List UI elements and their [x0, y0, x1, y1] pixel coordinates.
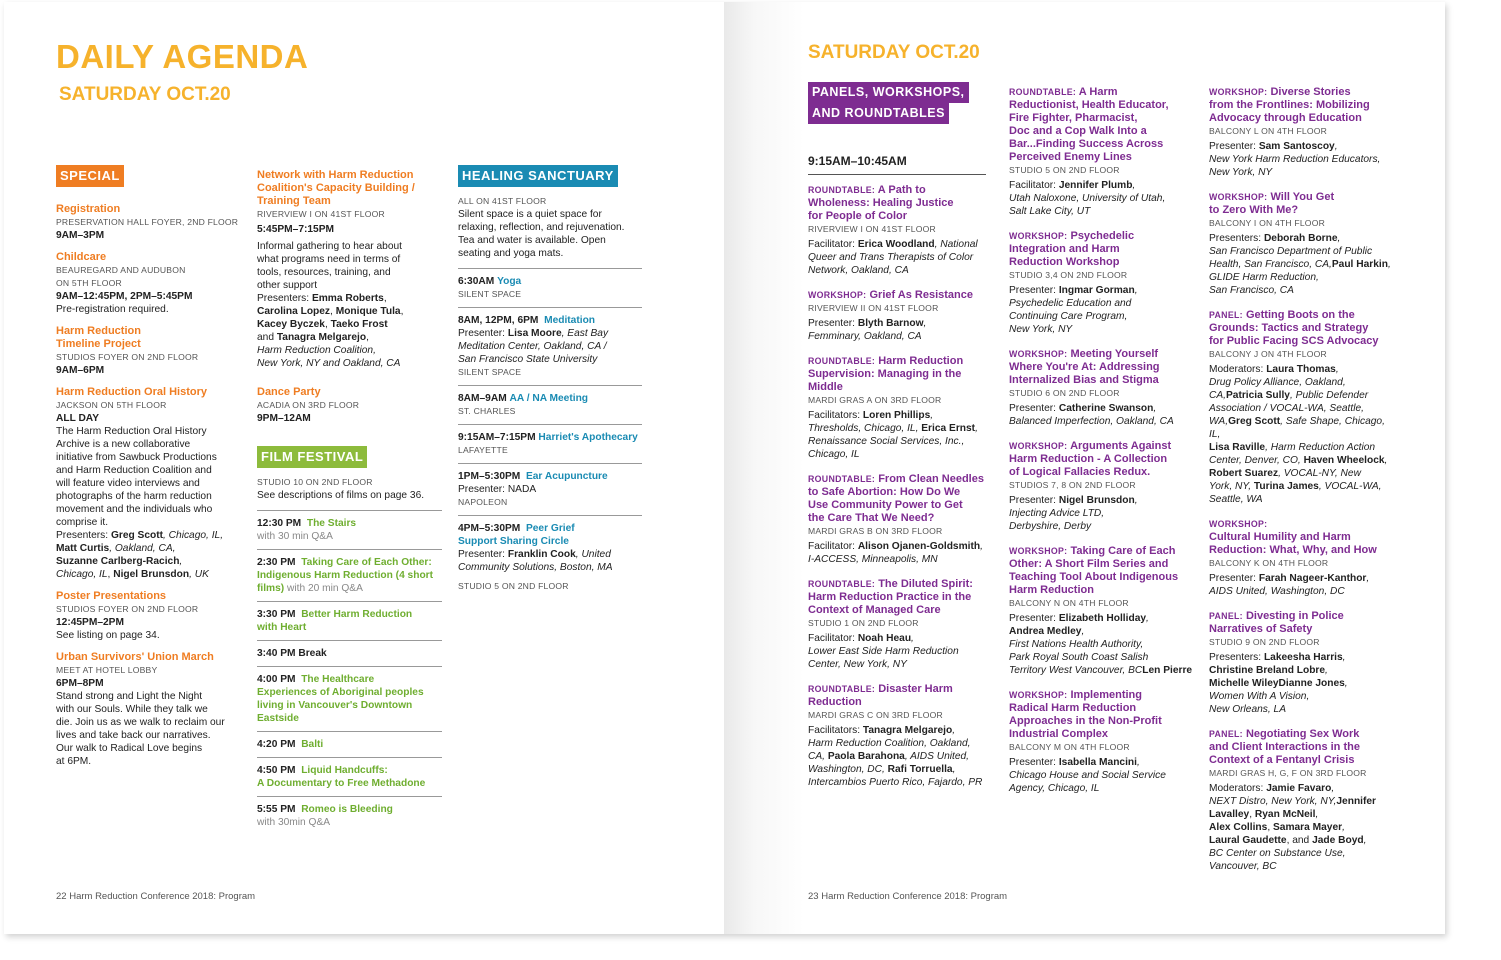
- list-item: Dance Party ACADIA ON 3RD FLOOR 9PM–12AM: [257, 386, 360, 424]
- list-item: 4:00 PM The Healthcare Experiences of Aboriginal peoples living in Vancouver's Downtown Eastside: [257, 674, 424, 724]
- list-item: 1PM–5:30PM Ear Acupuncture Presenter: NADA NAPOLEON: [458, 471, 608, 507]
- list-item: Childcare BEAUREGARD AND AUDUBON ON 5TH FLOOR 9AM–12:45PM, 2PM–5:45PM Pre-registration required.: [56, 251, 193, 315]
- right-page: [724, 2, 1445, 934]
- list-item: WORKSHOP: Will You Get to Zero With Me? BALCONY I ON 4TH FLOOR Presenters: Deborah Borne, San Francisco Department of Public Health, San Francisco, CA,Paul Harkin, GLIDE Harm Reduction, San Francisco, CA: [1209, 191, 1391, 296]
- film-festival-badge: FILM FESTIVAL: [257, 446, 367, 468]
- list-item: PANEL: Getting Boots on the Grounds: Tactics and Strategy for Public Facing SCS Advocacy BALCONY J ON 4TH FLOOR Moderators: Laura Thomas, Drug Policy Alliance, Oakland, CA,Patricia Sully, Public Defender Association / VOCAL-WA, Seattle, WA,Greg Scott, Safe Shape, Chicago, IL, Lisa Raville, Harm Reduction Action Center, Denver, CO, Haven Wheelock, Robert Suarez, VOCAL-NY, New York, NY, Turina James, VOCAL-WA, Seattle, WA: [1209, 309, 1388, 505]
- list-item: 8AM–9AM AA / NA Meeting ST. CHARLES: [458, 393, 589, 416]
- list-item: WORKSHOP: Diverse Stories from the Frontlines: Mobilizing Advocacy through Education BALCONY L ON 4TH FLOOR Presenter: Sam Santoscoy, New York Harm Reduction Educators, New York, NY: [1209, 86, 1381, 178]
- list-item: Poster Presentations STUDIOS FOYER ON 2ND FLOOR 12:45PM–2PM See listing on page 34.: [56, 590, 199, 641]
- special-column: [56, 165, 246, 777]
- list-item: 4:20 PM Balti: [257, 739, 324, 750]
- list-item: 3:40 PM Break: [257, 648, 327, 659]
- list-item: WORKSHOP: Cultural Humility and Harm Reduction: What, Why, and How BALCONY K ON 4TH FLOOR Presenter: Farah Nageer-Kanthor, AIDS United, Washington, DC: [1209, 519, 1377, 597]
- left-page: [4, 2, 724, 934]
- list-item: 4PM–5:30PM Peer Grief Support Sharing Circle Presenter: Franklin Cook, United Community Solutions, Boston, MA STUDIO 5 ON 2ND FLOOR: [458, 523, 613, 591]
- list-item: ROUNDTABLE: Disaster Harm Reduction MARDI GRAS C ON 3RD FLOOR Facilitators: Tanagra Melgarejo, Harm Reduction Coalition, Oakland, CA, Paola Barahona, AIDS United, Washington, DC, Rafi Torruella, Intercambios Puerto Rico, Fajardo, PR: [808, 683, 983, 788]
- page-subtitle: SATURDAY OCT.20: [59, 84, 231, 105]
- panels-badge: PANELS, WORKSHOPS, AND ROUNDTABLES: [808, 82, 969, 124]
- list-item: PANEL: Divesting in Police Narratives of Safety STUDIO 9 ON 2ND FLOOR Presenters: Lakeesha Harris, Christine Breland Lobre, Michelle WileyDianne Jones, Women With A Vision, New Orleans, LA: [1209, 610, 1348, 715]
- list-item: 12:30 PM The Stairs with 30 min Q&A: [257, 518, 357, 542]
- list-item: WORKSHOP: Psychedelic Integration and Harm Reduction Workshop STUDIO 3,4 ON 2ND FLOOR Presenter: Ingmar Gorman, Psychedelic Education and Continuing Care Program, New York, NY: [1009, 230, 1138, 335]
- healing-badge: HEALING SANCTUARY: [458, 165, 618, 187]
- list-item: 2:30 PM Taking Care of Each Other: Indigenous Harm Reduction (4 short films) with 20 min Q&A: [257, 557, 434, 594]
- list-item: Network with Harm Reduction Coalition's Capacity Building / Training Team RIVERVIEW I ON 41ST FLOOR 5:45PM–7:15PM Informal gathering to hear about what programs need in terms of tools, resources, training, and other support Presenters: Emma Roberts, Carolina Lopez, Monique Tula, Kacey Byczek, Taeko Frost and Tanagra Melgarejo, Harm Reduction Coalition, New York, NY and Oakland, CA: [257, 169, 415, 369]
- right-subtitle: SATURDAY OCT.20: [808, 42, 980, 63]
- list-item: PANEL: Negotiating Sex Work and Client Interactions in the Context of a Fentanyl Crisis MARDI GRAS H, G, F ON 3RD FLOOR Moderators: Jamie Favaro, NEXT Distro, New York, NY,Jennifer Lavalley, Ryan McNeil, Alex Collins, Samara Mayer, Laural Gaudette, and Jade Boyd, BC Center on Substance Use, Vancouver, BC: [1209, 728, 1377, 872]
- page-title: DAILY AGENDA: [56, 38, 309, 75]
- list-item: ROUNDTABLE: A Harm Reductionist, Health Educator, Fire Fighter, Pharmacist, Doc and a Cop Walk Into a Bar...Finding Success Across Perceived Enemy Lines STUDIO 5 ON 2ND FLOOR Facilitator: Jennifer Plumb, Utah Naloxone, University of Utah, Salt Lake City, UT: [1009, 86, 1169, 217]
- list-item: Registration PRESERVATION HALL FOYER, 2ND FLOOR 9AM–3PM: [56, 203, 239, 241]
- list-item: Harm Reduction Oral History JACKSON ON 5TH FLOOR ALL DAY The Harm Reduction Oral History Archive is a new collaborative initiative from Sawbuck Productions and Harm Reduction Coalition and will feature video interviews and photographs of the harm reduction movement and the individuals who comprise it. Presenters: Greg Scott, Chicago, IL, Matt Curtis, Oakland, CA, Suzanne Carlberg-Racich, Chicago, IL, Nigel Brunsdon, UK: [56, 386, 224, 580]
- healing-column: HEALING SANCTUARY ALL ON 41ST FLOOR Silent space is a quiet space for relaxing, reflection, and rejuvenation. Tea and water is available. Open seating and yoga mats. 6:30AM Yoga SILENT SPACE 8AM, 12PM, 6PM Meditation Presenter: Lisa Moore, East Bay Meditation Center, Oakland, CA / San Francisco State University SILENT SPACE 8AM–9AM AA / NA Meeting ST. CHARLES 9:15AM–7:15PM Harriet's Apothecary LAFAYETTE 1PM–5:30PM Ear Acupuncture Presenter: NADA NAPOLEON 4PM–5:30PM Peer Grief Support Sharing Circle Presenter: Franklin Cook, United Community Solutions, Boston, MA STUDIO 5 ON 2ND FLOOR: [458, 165, 642, 593]
- list-item: 4:50 PM Liquid Handcuffs: A Documentary to Free Methadone: [257, 765, 426, 789]
- list-item: 6:30AM Yoga SILENT SPACE: [458, 276, 522, 299]
- list-item: WORKSHOP: Implementing Radical Harm Reduction Approaches in the Non-Profit Industrial Complex BALCONY M ON 4TH FLOOR Presenter: Isabella Mancini, Chicago House and Social Service Agency, Chicago, IL: [1009, 689, 1166, 794]
- list-item: ROUNDTABLE: A Path to Wholeness: Healing Justice for People of Color RIVERVIEW I ON 41ST FLOOR Facilitator: Erica Woodland, National Queer and Trans Therapists of Color Network, Oakland, CA: [808, 184, 978, 276]
- list-item: ROUNDTABLE: Harm Reduction Supervision: Managing in the Middle MARDI GRAS A ON 3RD FLOOR Facilitators: Loren Phillips, Thresholds, Chicago, IL, Erica Ernst, Renaissance Social Services, Inc., Chicago, IL: [808, 355, 978, 460]
- list-item: Harm Reduction Timeline Project STUDIOS FOYER ON 2ND FLOOR 9AM–6PM: [56, 325, 199, 376]
- sessions-column-1: [808, 184, 993, 801]
- page-footer-right: 23 Harm Reduction Conference 2018: Program: [808, 891, 1008, 902]
- special-badge: SPECIAL: [56, 165, 124, 187]
- list-item: WORKSHOP: Grief As Resistance RIVERVIEW II ON 41ST FLOOR Presenter: Blyth Barnow, Femminary, Oakland, CA: [808, 289, 974, 342]
- timeslot-heading: 9:15AM–10:45AM: [808, 154, 986, 175]
- list-item: WORKSHOP: Arguments Against Harm Reduction - A Collection of Logical Fallacies Redux. STUDIOS 7, 8 ON 2ND FLOOR Presenter: Nigel Brunsdon, Injecting Advice LTD, Derbyshire, Derby: [1009, 440, 1172, 532]
- list-item: 8AM, 12PM, 6PM Meditation Presenter: Lisa Moore, East Bay Meditation Center, Oakland, CA / San Francisco State University SILENT SPACE: [458, 315, 609, 377]
- network-film-column: Network with Harm Reduction Coalition's Capacity Building / Training Team RIVERVIEW I ON 41ST FLOOR 5:45PM–7:15PM Informal gathering to hear about what programs need in terms of tools, resources, training, and other support Presenters: Emma Roberts, Carolina Lopez, Monique Tula, Kacey Byczek, Taeko Frost and Tanagra Melgarejo, Harm Reduction Coalition, New York, NY and Oakland, CA Dance Party ACADIA ON 3RD FLOOR 9PM–12AM FILM FESTIVAL STUDIO 10 ON 2ND FLOOR See descriptions of films on page 36. 12:30 PM The Stairs with 30 min Q&A 2:30 PM Taking Care of Each Other: Indigenous Harm Reduction (4 short films) with 20 min Q&A 3:30 PM Better Harm Reduction with Heart 3:40 PM Break 4:00 PM The Healthcare Experiences of Aboriginal peoples living in Vancouver's Downtown Eastside 4:20 PM Balti 4:50 PM Liquid Handcuffs: A Documentary to Free Methadone 5:55 PM Romeo is Bleeding with 30min Q&A: [257, 169, 442, 829]
- list-item: ROUNDTABLE: The Diluted Spirit: Harm Reduction Practice in the Context of Managed Care STUDIO 1 ON 2ND FLOOR Facilitator: Noah Heau, Lower East Side Harm Reduction Center, New York, NY: [808, 578, 973, 670]
- list-item: 5:55 PM Romeo is Bleeding with 30min Q&A: [257, 804, 393, 828]
- list-item: ROUNDTABLE: From Clean Needles to Safe Abortion: How Do We Use Community Power to Get the Care That We Need? MARDI GRAS B ON 3RD FLOOR Facilitator: Alison Ojanen-Goldsmith, I-ACCESS, Minneapolis, MN: [808, 473, 984, 565]
- sessions-column-2: [1009, 86, 1194, 807]
- sessions-column-3: [1209, 86, 1399, 885]
- list-item: Urban Survivors' Union March MEET AT HOTEL LOBBY 6PM–8PM Stand strong and Light the Night with our Souls. While they talk we die. Join us as we walk to reclaim our lives and take back our narratives. Our walk to Radical Love begins at 6PM.: [56, 651, 225, 767]
- brochure-spread: [4, 2, 1445, 934]
- list-item: 9:15AM–7:15PM Harriet's Apothecary LAFAYETTE: [458, 432, 638, 455]
- list-item: 3:30 PM Better Harm Reduction with Heart: [257, 609, 413, 633]
- list-item: WORKSHOP: Meeting Yourself Where You're At: Addressing Internalized Bias and Stigma STUDIO 6 ON 2ND FLOOR Presenter: Catherine Swanson, Balanced Imperfection, Oakland, CA: [1009, 348, 1174, 427]
- page-footer-left: 22 Harm Reduction Conference 2018: Program: [56, 891, 256, 902]
- list-item: WORKSHOP: Taking Care of Each Other: A Short Film Series and Teaching Tool About Indigenous Harm Reduction BALCONY N ON 4TH FLOOR Presenter: Elizabeth Holliday, Andrea Medley, First Nations Health Authority, Park Royal South Coast Salish Territory West Vancouver, BCLen Pierre: [1009, 545, 1193, 676]
